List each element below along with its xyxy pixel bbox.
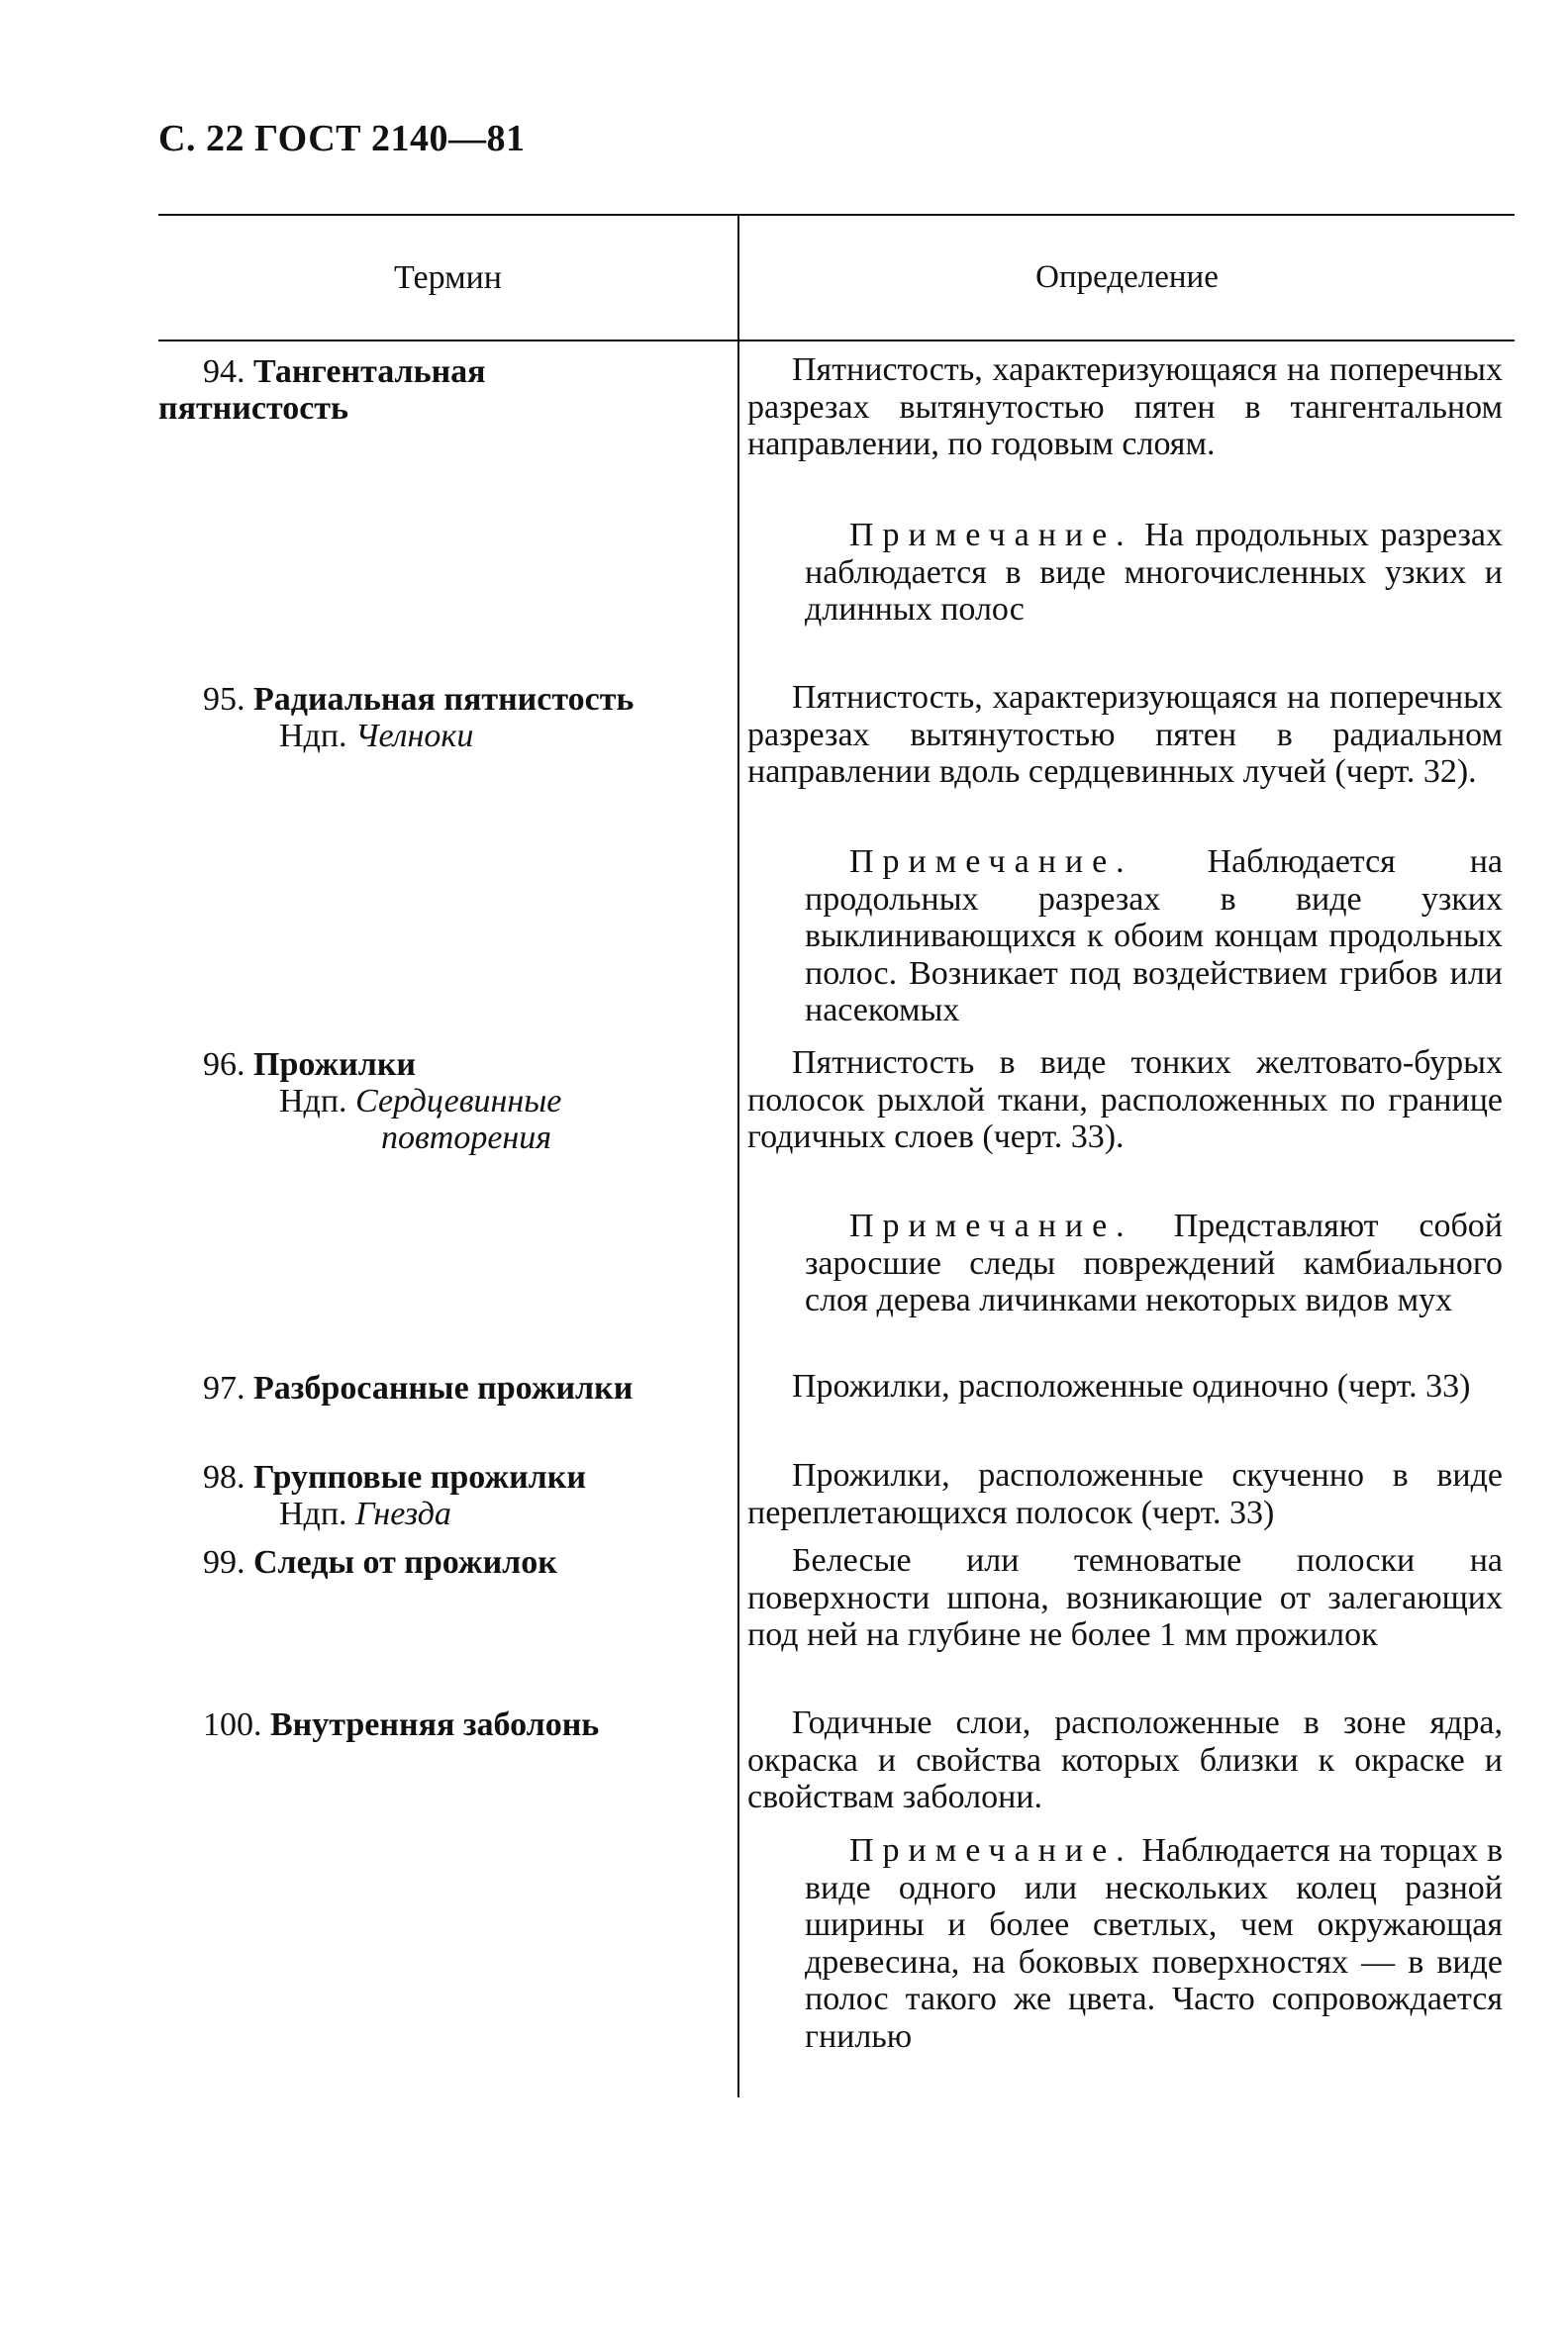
table-header-rule	[158, 340, 1515, 341]
ndp-term: Сердцевинные	[355, 1083, 562, 1119]
ndp-label: Ндп.	[279, 1496, 347, 1532]
term-name: Следы от прожилок	[253, 1544, 557, 1581]
term-number: 94.	[203, 353, 245, 390]
note-text: Наблюдается на продольных разрезах в виде узких выклинивающихся к обоим концам продольных полос. Возникает под воздействием грибов или насекомых	[805, 843, 1503, 1028]
term-94	[158, 353, 713, 427]
note-95	[805, 843, 1503, 1029]
note-text: Наблюдается на торцах в виде одного или нескольких колец разной ширины и более светлых, чем окружающая древесина, на боковых поверхностях — в виде полос такого же цвета. Часто сопровождается гнилью	[805, 1832, 1503, 2055]
note-label: Примечание.	[849, 843, 1133, 880]
term-number: 97.	[203, 1370, 245, 1407]
ndp-label: Ндп.	[279, 718, 347, 754]
note-label: Примечание.	[849, 1832, 1133, 1869]
term-number: 95.	[203, 681, 245, 718]
definition-96: Пятнистость в виде тонких желтовато-бурых полосок рыхлой ткани, расположенных по границе годичных слоев (черт. 33).	[747, 1044, 1503, 1155]
term-name: Разбросанные прожилки	[253, 1370, 634, 1407]
definition-97: Прожилки, расположенные одиночно (черт. 33)	[792, 1368, 1471, 1405]
term-name: Радиальная пятнистость	[253, 681, 635, 718]
term-number: 98.	[203, 1459, 245, 1496]
ndp-label: Ндп.	[279, 1083, 347, 1119]
page-header: С. 22 ГОСТ 2140—81	[158, 118, 526, 159]
term-name: Тангентальная	[253, 353, 486, 390]
term-number: 100.	[203, 1706, 262, 1743]
term-number: 99.	[203, 1544, 245, 1581]
term-name: Внутренняя заболонь	[270, 1706, 600, 1743]
note-label: Примечание.	[849, 517, 1133, 553]
term-number: 96.	[203, 1046, 245, 1083]
note-text: На продольных разрезах наблюдается в виде многочисленных узких и длинных полос	[805, 517, 1503, 628]
note-label: Примечание.	[849, 1208, 1133, 1244]
term-name-cont: пятнистость	[158, 390, 348, 427]
note-100	[805, 1832, 1503, 2055]
term-99	[158, 1544, 713, 1581]
definition-100: Годичные слои, расположенные в зоне ядра, окраска и свойства которых близки к окраске и свойствам заболони.	[747, 1704, 1503, 1815]
column-divider	[737, 214, 739, 2097]
term-98	[158, 1459, 713, 1532]
note-text: Представляют собой заросшие следы повреждений камбиального слоя дерева личинками некоторых видов мух	[805, 1208, 1503, 1318]
note-96	[805, 1208, 1503, 1319]
column-header-term: Термин	[394, 259, 502, 296]
definition-98: Прожилки, расположенные скученно в виде переплетающихся полосок (черт. 33)	[747, 1457, 1503, 1531]
ndp-term: Гнезда	[355, 1496, 451, 1532]
term-name: Прожилки	[253, 1046, 417, 1083]
definition-99: Белесые или темноватые полоски на поверхности шпона, возникающие от залегающих под ней на глубине не более 1 мм прожилок	[747, 1542, 1503, 1653]
term-name: Групповые прожилки	[253, 1459, 586, 1496]
term-100	[158, 1706, 713, 1743]
term-97	[158, 1370, 713, 1407]
column-header-definition: Определение	[1035, 259, 1219, 295]
definition-95: Пятнистость, характеризующаяся на поперечных разрезах вытянутостью пятен в радиальном направлении вдоль сердцевинных лучей (черт. 32).	[747, 679, 1503, 790]
ndp-term-cont: повторения	[381, 1119, 552, 1156]
definition-94: Пятнистость, характеризующаяся на поперечных разрезах вытянутостью пятен в тангентальном направлении, по годовым слоям.	[747, 351, 1503, 462]
term-95	[158, 681, 713, 754]
table-top-rule	[158, 214, 1515, 216]
ndp-term: Челноки	[355, 718, 474, 754]
term-96	[158, 1046, 713, 1156]
note-94	[805, 517, 1503, 629]
